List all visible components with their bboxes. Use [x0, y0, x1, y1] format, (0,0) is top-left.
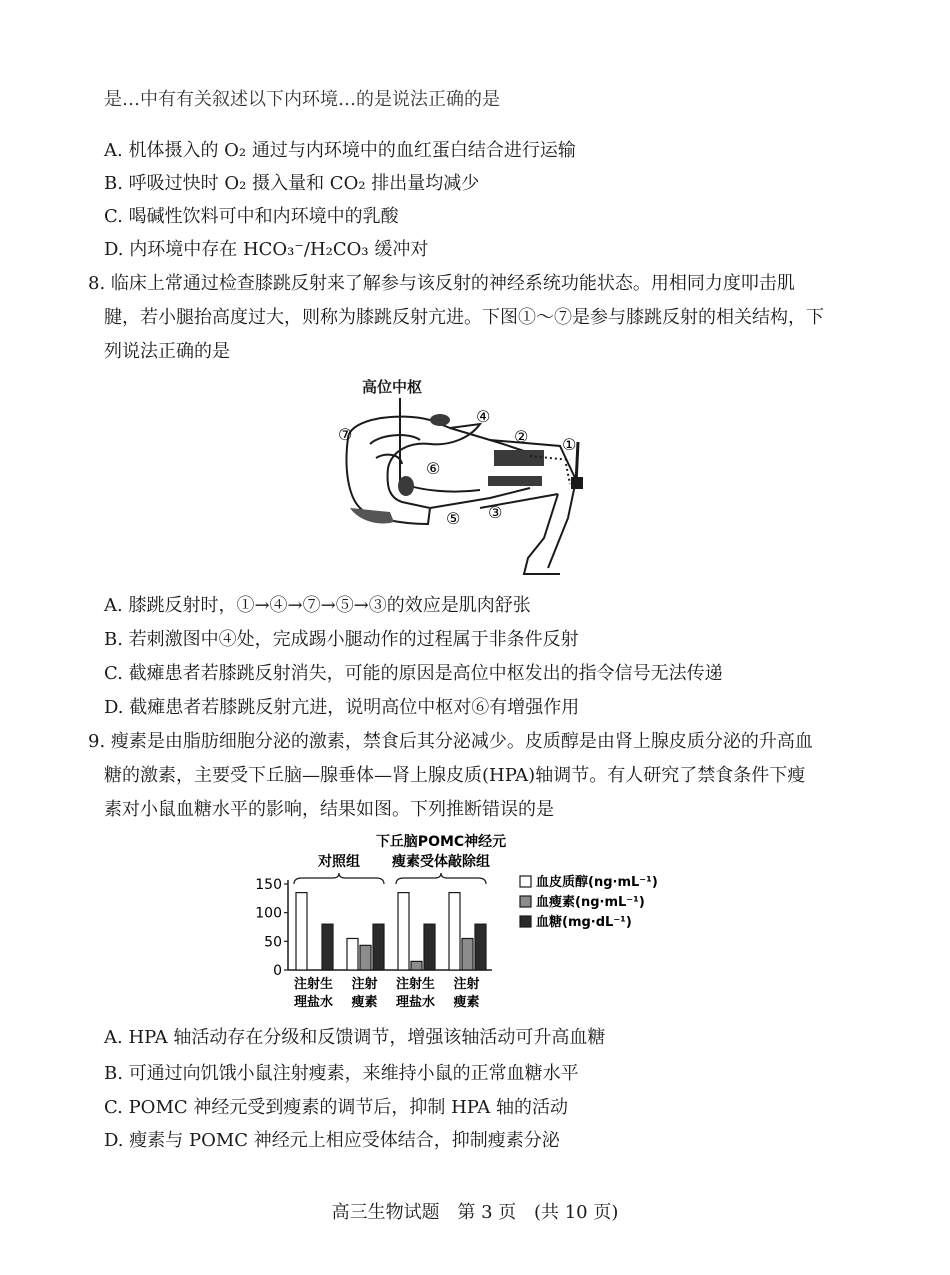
q8-option-d: D. 截瘫患者若膝跳反射亢进，说明高位中枢对⑥有增强作用 — [104, 697, 580, 718]
footer-total: (共 10 页) — [533, 1202, 619, 1223]
extensor-muscle — [494, 450, 544, 466]
group-label-control: 对照组 — [318, 854, 360, 870]
footer-title: 高三生物试题 — [331, 1202, 440, 1223]
y-tick-label: 100 — [255, 905, 282, 922]
q9-option-a: A. HPA 轴活动存在分级和反馈调节，增强该轴活动可升高血糖 — [104, 1027, 606, 1048]
q9-option-b: B. 可通过向饥饿小鼠注射瘦素，来维持小鼠的正常血糖水平 — [104, 1063, 579, 1084]
q7-option-c: C. 喝碱性饮料可中和内环境中的乳酸 — [104, 206, 399, 227]
q8-stem-line-3: 列说法正确的是 — [104, 341, 230, 362]
bar-2-0 — [322, 924, 333, 970]
bar-2-1 — [373, 924, 384, 970]
bar-1-1 — [360, 945, 371, 970]
q9-stem-line-1: 9. 瘦素是由脂肪细胞分泌的激素，禁食后其分泌减少。皮质醇是由肾上腺皮质分泌的升高血 — [88, 731, 813, 752]
label-5: ⑤ — [446, 509, 461, 528]
group-label-knockout-line2: 瘦素受体敲除组 — [392, 854, 490, 870]
legend-swatch-2 — [520, 916, 531, 927]
q7-option-d: D. 内环境中存在 HCO₃⁻/H₂CO₃ 缓冲对 — [104, 239, 429, 260]
category-label-line2: 瘦素 — [453, 995, 480, 1010]
legend-label-0: 血皮质醇(ng·mL⁻¹) — [536, 875, 658, 890]
bar-0-3 — [449, 893, 460, 970]
y-tick-label: 150 — [255, 877, 282, 893]
y-tick-label: 50 — [264, 934, 282, 951]
q7-option-a: A. 机体摄入的 O₂ 通过与内环境中的血红蛋白结合进行运输 — [104, 140, 576, 161]
leptin-bar-chart — [250, 830, 690, 1020]
q8-stem-line-1: 8. 临床上常通过检查膝跳反射来了解参与该反射的神经系统功能状态。用相同力度叩击肌 — [88, 273, 795, 294]
footer-page: 第 3 页 — [457, 1202, 517, 1223]
label-1: ① — [562, 435, 577, 454]
legend-label-1: 血瘦素(ng·mL⁻¹) — [536, 895, 645, 910]
bar-0-0 — [296, 893, 307, 970]
bar-0-2 — [398, 893, 409, 970]
label-7: ⑦ — [338, 425, 353, 444]
category-label-line1: 注射 — [453, 977, 480, 992]
category-label-line2: 理盐水 — [293, 995, 334, 1010]
q9-option-d: D. 瘦素与 POMC 神经元上相应受体结合，抑制瘦素分泌 — [104, 1130, 560, 1151]
cut-off-stem-line: 是…中有有关叙述以下内环境…的是说法正确的是 — [104, 89, 500, 110]
y-tick-label: 0 — [273, 963, 282, 979]
label-2: ② — [514, 427, 529, 446]
category-label-line2: 理盐水 — [395, 995, 436, 1010]
q7-option-b: B. 呼吸过快时 O₂ 摄入量和 CO₂ 排出量均减少 — [104, 173, 480, 194]
figure-title-higher-center: 高位中枢 — [362, 378, 423, 396]
category-label-line2: 瘦素 — [351, 995, 378, 1010]
category-label-line1: 注射 — [351, 977, 378, 992]
q8-option-b: B. 若刺激图中④处，完成踢小腿动作的过程属于非条件反射 — [104, 629, 579, 650]
q8-option-a: A. 膝跳反射时，①→④→⑦→⑤→③的效应是肌肉舒张 — [104, 595, 531, 616]
q8-stem-line-2: 腱，若小腿抬高度过大，则称为膝跳反射亢进。下图①～⑦是参与膝跳反射的相关结构，下 — [104, 307, 824, 328]
bar-2-2 — [424, 924, 435, 970]
legend-swatch-1 — [520, 896, 531, 907]
group-brace-control — [294, 873, 384, 884]
legend-label-2: 血糖(mg·dL⁻¹) — [536, 915, 632, 930]
label-6: ⑥ — [426, 459, 441, 478]
knee-jerk-reflex-figure — [330, 398, 600, 583]
bar-1-2 — [411, 961, 422, 970]
group-label-knockout-line1: 下丘脑POMC神经元 — [375, 834, 507, 850]
label-3: ③ — [488, 503, 503, 522]
group-brace-knockout — [396, 873, 486, 884]
q8-option-c: C. 截瘫患者若膝跳反射消失，可能的原因是高位中枢发出的指令信号无法传递 — [104, 663, 723, 684]
q9-option-c: C. POMC 神经元受到瘦素的调节后，抑制 HPA 轴的活动 — [104, 1097, 568, 1118]
category-label-line1: 注射生 — [395, 977, 436, 992]
bar-2-3 — [475, 924, 486, 970]
flexor-muscle — [488, 476, 542, 486]
page-footer — [0, 1198, 950, 1224]
legend-swatch-0 — [520, 876, 531, 887]
category-label-line1: 注射生 — [293, 977, 334, 992]
q9-stem-line-3: 素对小鼠血糖水平的影响，结果如图。下列推断错误的是 — [104, 799, 554, 820]
label-4: ④ — [476, 407, 491, 426]
bar-1-3 — [462, 938, 473, 970]
bar-0-1 — [347, 938, 358, 970]
q9-stem-line-2: 糖的激素，主要受下丘脑—腺垂体—肾上腺皮质(HPA)轴调节。有人研究了禁食条件下瘦 — [104, 765, 806, 786]
